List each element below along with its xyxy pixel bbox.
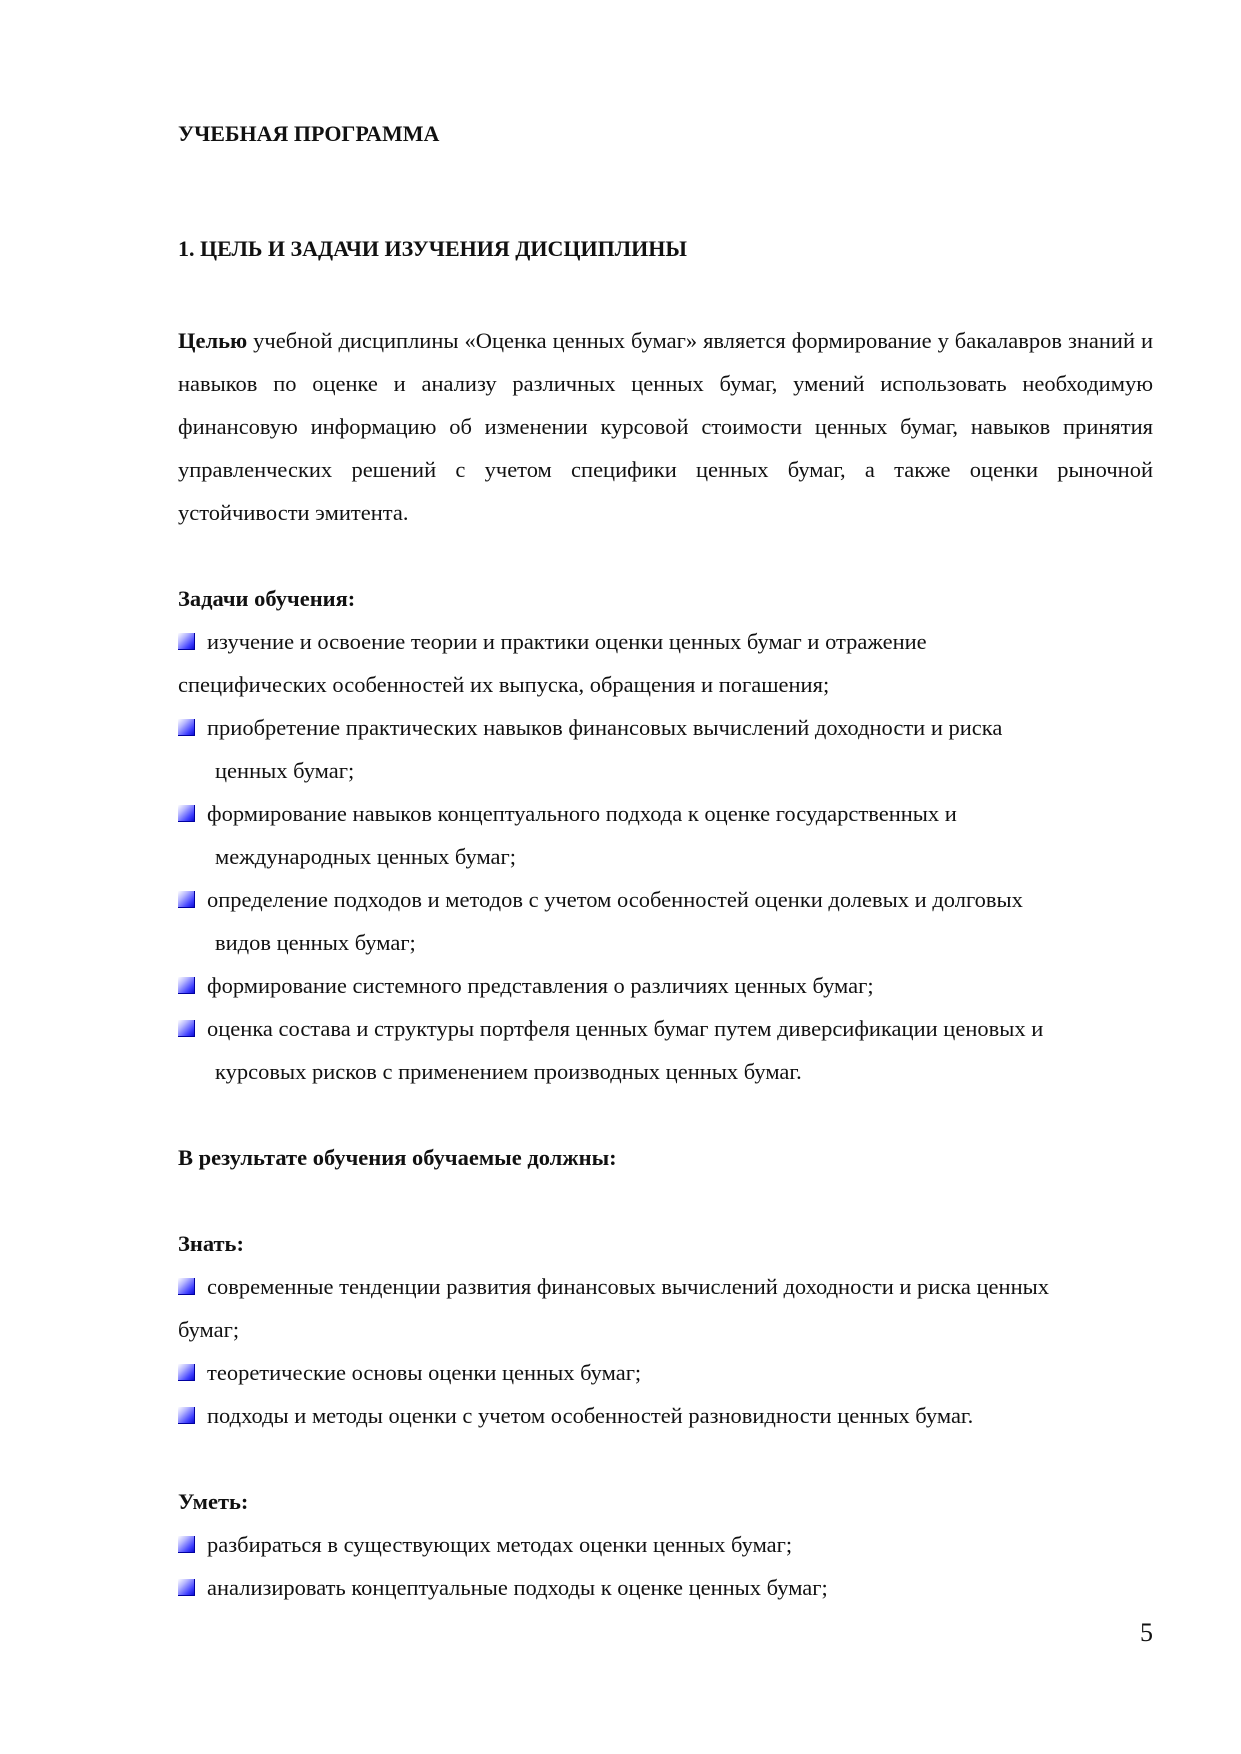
list-item-text: приобретение практических навыков финансовых вычислений доходности и риска (207, 715, 1003, 740)
list-item (178, 1007, 1153, 1093)
goal-paragraph (178, 319, 1153, 534)
page-title: УЧЕБНАЯ ПРОГРАММА (178, 121, 440, 146)
list-item (178, 1566, 1153, 1609)
know-heading: Знать: (178, 1231, 244, 1256)
blue-square-bullet-icon (178, 719, 195, 736)
list-item-text: теоретические основы оценки ценных бумаг; (207, 1360, 642, 1385)
blue-square-bullet-icon (178, 891, 195, 908)
list-item-continuation: видов ценных бумаг; (215, 930, 416, 955)
blue-square-bullet-icon (178, 805, 195, 822)
list-item (178, 1394, 1153, 1437)
blue-square-bullet-icon (178, 1579, 195, 1596)
list-item-text: анализировать концептуальные подходы к оценке ценных бумаг; (207, 1575, 828, 1600)
list-item-continuation: бумаг; (178, 1317, 240, 1342)
list-item (178, 964, 1153, 1007)
list-item-continuation: международных ценных бумаг; (215, 844, 517, 869)
list-item-text: современные тенденции развития финансовых вычислений доходности и риска ценных (207, 1274, 1049, 1299)
able-heading: Уметь: (178, 1489, 249, 1514)
blue-square-bullet-icon (178, 1536, 195, 1553)
list-item-text: изучение и освоение теории и практики оценки ценных бумаг и отражение (207, 629, 927, 654)
blue-square-bullet-icon (178, 1407, 195, 1424)
page-content (178, 112, 1153, 1609)
tasks-list (178, 620, 1153, 1093)
list-item (178, 878, 1153, 964)
blue-square-bullet-icon (178, 1278, 195, 1295)
list-item (178, 1523, 1153, 1566)
blue-square-bullet-icon (178, 633, 195, 650)
list-item-continuation: специфических особенностей их выпуска, обращения и погашения; (178, 672, 830, 697)
blue-square-bullet-icon (178, 977, 195, 994)
know-list (178, 1265, 1153, 1437)
list-item-text: подходы и методы оценки с учетом особенностей разновидности ценных бумаг. (207, 1403, 974, 1428)
blue-square-bullet-icon (178, 1020, 195, 1037)
list-item (178, 792, 1153, 878)
page-number: 5 (1140, 1618, 1153, 1647)
list-item (178, 1265, 1153, 1351)
blue-square-bullet-icon (178, 1364, 195, 1381)
results-heading: В результате обучения обучаемые должны: (178, 1145, 617, 1170)
section-heading-goals: 1. ЦЕЛЬ И ЗАДАЧИ ИЗУЧЕНИЯ ДИСЦИПЛИНЫ (178, 236, 687, 261)
list-item (178, 620, 1153, 706)
list-item-text: формирование навыков концептуального подхода к оценке государственных и (207, 801, 957, 826)
goal-lead-word: Целью (178, 328, 248, 353)
tasks-heading: Задачи обучения: (178, 586, 356, 611)
list-item-continuation: курсовых рисков с применением производных ценных бумаг. (215, 1059, 802, 1084)
list-item-text: определение подходов и методов с учетом особенностей оценки долевых и долговых (207, 887, 1023, 912)
list-item-continuation: ценных бумаг; (215, 758, 355, 783)
list-item-text: оценка состава и структуры портфеля ценных бумаг путем диверсификации ценовых и (207, 1016, 1044, 1041)
goal-text: учебной дисциплины «Оценка ценных бумаг» является формирование у бакалавров знаний и навыков по оценке и анализу различных ценных бумаг, умений использовать необходимую финансовую информацию об изменении курсовой стоимости ценных бумаг, навыков принятия управленческих решений с учетом специфики ценных бумаг, а также оценки рыночной устойчивости эмитента. (178, 328, 1153, 525)
list-item-text: формирование системного представления о различиях ценных бумаг; (207, 973, 874, 998)
list-item-text: разбираться в существующих методах оценки ценных бумаг; (207, 1532, 793, 1557)
able-list (178, 1523, 1153, 1609)
list-item (178, 706, 1153, 792)
list-item (178, 1351, 1153, 1394)
